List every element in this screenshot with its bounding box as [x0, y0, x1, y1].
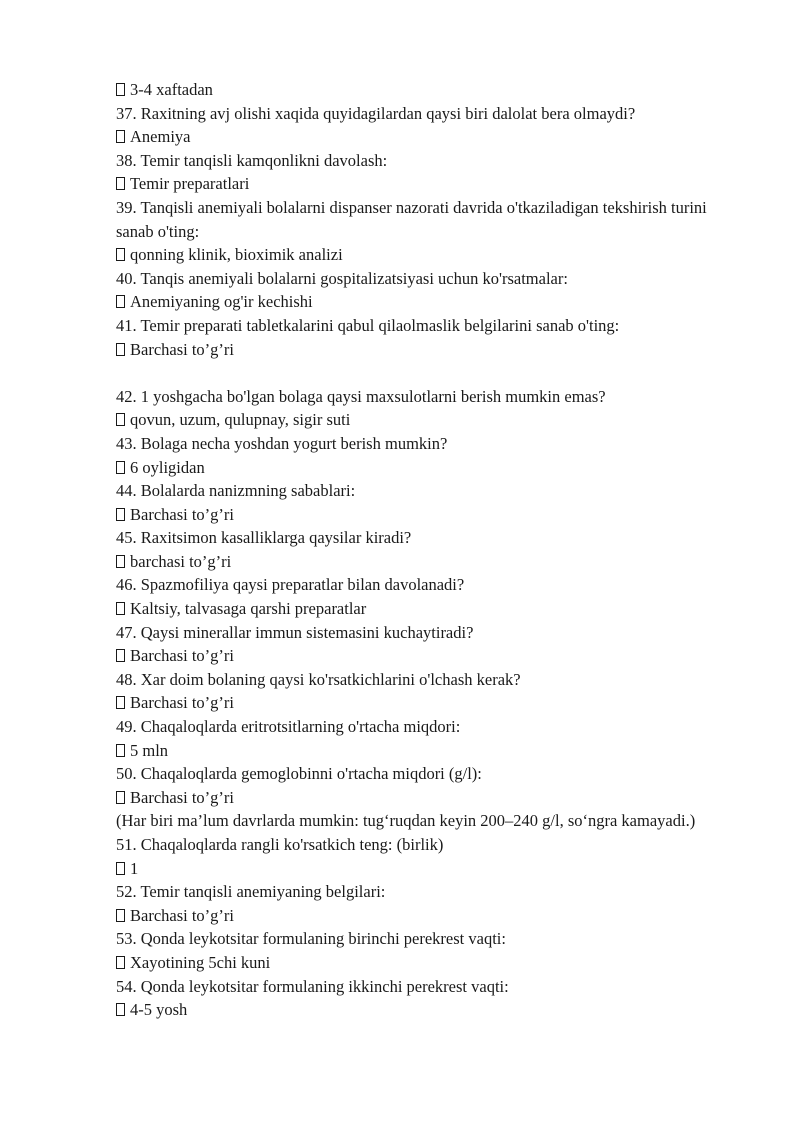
question-text: 41. Temir preparati tabletkalarini qabul qilaolmaslik belgilarini sanab o'ting:	[116, 315, 620, 335]
answer-option	[116, 739, 726, 763]
checkbox-glyph-icon	[116, 862, 125, 875]
answer-text: 1	[130, 858, 139, 878]
checkbox-glyph-icon	[116, 343, 125, 356]
question-text: 42. 1 yoshgacha bo'lgan bolaga qaysi maxsulotlarni berish mumkin emas?	[116, 386, 606, 406]
checkbox-glyph-icon	[116, 508, 125, 521]
checkbox-glyph-icon	[116, 555, 125, 568]
answer-option	[116, 338, 726, 362]
blank-spacer	[116, 361, 726, 385]
checkbox-glyph-icon	[116, 909, 125, 922]
checkbox-glyph-icon	[116, 602, 125, 615]
answer-text: Barchasi to’g’ri	[130, 693, 235, 713]
question-list	[116, 78, 726, 1022]
checkbox-glyph-icon	[116, 295, 125, 308]
checkbox-glyph-icon	[116, 791, 125, 804]
answer-text: 5 mln	[130, 740, 169, 760]
answer-option	[116, 172, 726, 196]
checkbox-glyph-icon	[116, 413, 125, 426]
answer-text: Barchasi to’g’ri	[130, 905, 235, 925]
answer-text: Temir preparatlari	[130, 174, 250, 194]
checkbox-glyph-icon	[116, 649, 125, 662]
answer-text: Kaltsiy, talvasaga qarshi preparatlar	[130, 599, 367, 619]
answer-option	[116, 78, 726, 102]
answer-option	[116, 786, 726, 810]
answer-text: Barchasi to’g’ri	[130, 787, 235, 807]
question-text: 51. Chaqaloqlarda rangli ko'rsatkich teng: (birlik)	[116, 835, 444, 854]
question-text: 44. Bolalarda nanizmning sabablari:	[116, 481, 356, 501]
answer-text: Xayotining 5chi kuni	[130, 952, 271, 972]
answer-text: 4-5 yosh	[130, 1000, 188, 1020]
answer-option	[116, 597, 726, 621]
checkbox-glyph-icon	[116, 83, 125, 96]
question-text: 49. Chaqaloqlarda eritrotsitlarning o'rtacha miqdori:	[116, 717, 461, 737]
checkbox-glyph-icon	[116, 696, 125, 709]
question-text: 39. Tanqisli anemiyali bolalarni dispanser nazorati davrida o'tkaziladigan tekshirish turini sanab o'ting:	[116, 197, 711, 241]
checkbox-glyph-icon	[116, 744, 125, 757]
question-text: 47. Qaysi minerallar immun sistemasini kuchaytiradi?	[116, 622, 474, 642]
answer-text: barchasi to’g’ri	[130, 551, 232, 571]
question-text: 48. Xar doim bolaning qaysi ko'rsatkichlarini o'lchash kerak?	[116, 669, 521, 689]
question-text: 38. Temir tanqisli kamqonlikni davolash:	[116, 150, 388, 170]
answer-option	[116, 408, 726, 432]
question-text: 50. Chaqaloqlarda gemoglobinni o'rtacha miqdori (g/l):	[116, 764, 482, 784]
answer-option	[116, 550, 726, 574]
answer-text: qonning klinik, bioximik analizi	[130, 245, 343, 265]
question-text: 45. Raxitsimon kasalliklarga qaysilar kiradi?	[116, 528, 412, 548]
answer-option	[116, 290, 726, 314]
answer-text: Barchasi to’g’ri	[130, 339, 235, 359]
question-text: 53. Qonda leykotsitar formulaning birinchi perekrest vaqti:	[116, 929, 506, 949]
question-text: 54. Qonda leykotsitar formulaning ikkinchi perekrest vaqti:	[116, 976, 509, 996]
checkbox-glyph-icon	[116, 130, 125, 143]
answer-text: qovun, uzum, qulupnay, sigir suti	[130, 410, 351, 430]
checkbox-glyph-icon	[116, 177, 125, 190]
checkbox-glyph-icon	[116, 1003, 125, 1016]
answer-option	[116, 691, 726, 715]
answer-text: Anemiyaning og'ir kechishi	[130, 292, 313, 312]
checkbox-glyph-icon	[116, 248, 125, 261]
question-text: 43. Bolaga necha yoshdan yogurt berish mumkin?	[116, 433, 448, 453]
answer-text: 3-4 xaftadan	[130, 80, 213, 99]
answer-option	[116, 951, 726, 975]
answer-text: 6 oyligidan	[130, 457, 205, 477]
question-text: 37. Raxitning avj olishi xaqida quyidagilardan qaysi biri dalolat bera olmaydi?	[116, 103, 636, 123]
checkbox-glyph-icon	[116, 461, 125, 474]
answer-option	[116, 857, 726, 881]
question-text: 46. Spazmofiliya qaysi preparatlar bilan davolanadi?	[116, 575, 465, 595]
answer-option	[116, 243, 726, 267]
answer-option	[116, 503, 726, 527]
answer-option	[116, 456, 726, 480]
answer-option	[116, 904, 726, 928]
question-text: 40. Tanqis anemiyali bolalarni gospitalizatsiyasi uchun ko'rsatmalar:	[116, 268, 568, 288]
answer-note: (Har biri ma’lum davrlarda mumkin: tug‘ruqdan keyin 200–240 g/l, so‘ngra kamayadi.)	[116, 811, 696, 831]
answer-text: Anemiya	[130, 127, 191, 147]
answer-text: Barchasi to’g’ri	[130, 646, 235, 666]
answer-option	[116, 998, 726, 1022]
answer-option	[116, 644, 726, 668]
answer-text: Barchasi to’g’ri	[130, 504, 235, 524]
checkbox-glyph-icon	[116, 956, 125, 969]
question-text: 52. Temir tanqisli anemiyaning belgilari:	[116, 882, 386, 902]
answer-option	[116, 125, 726, 149]
